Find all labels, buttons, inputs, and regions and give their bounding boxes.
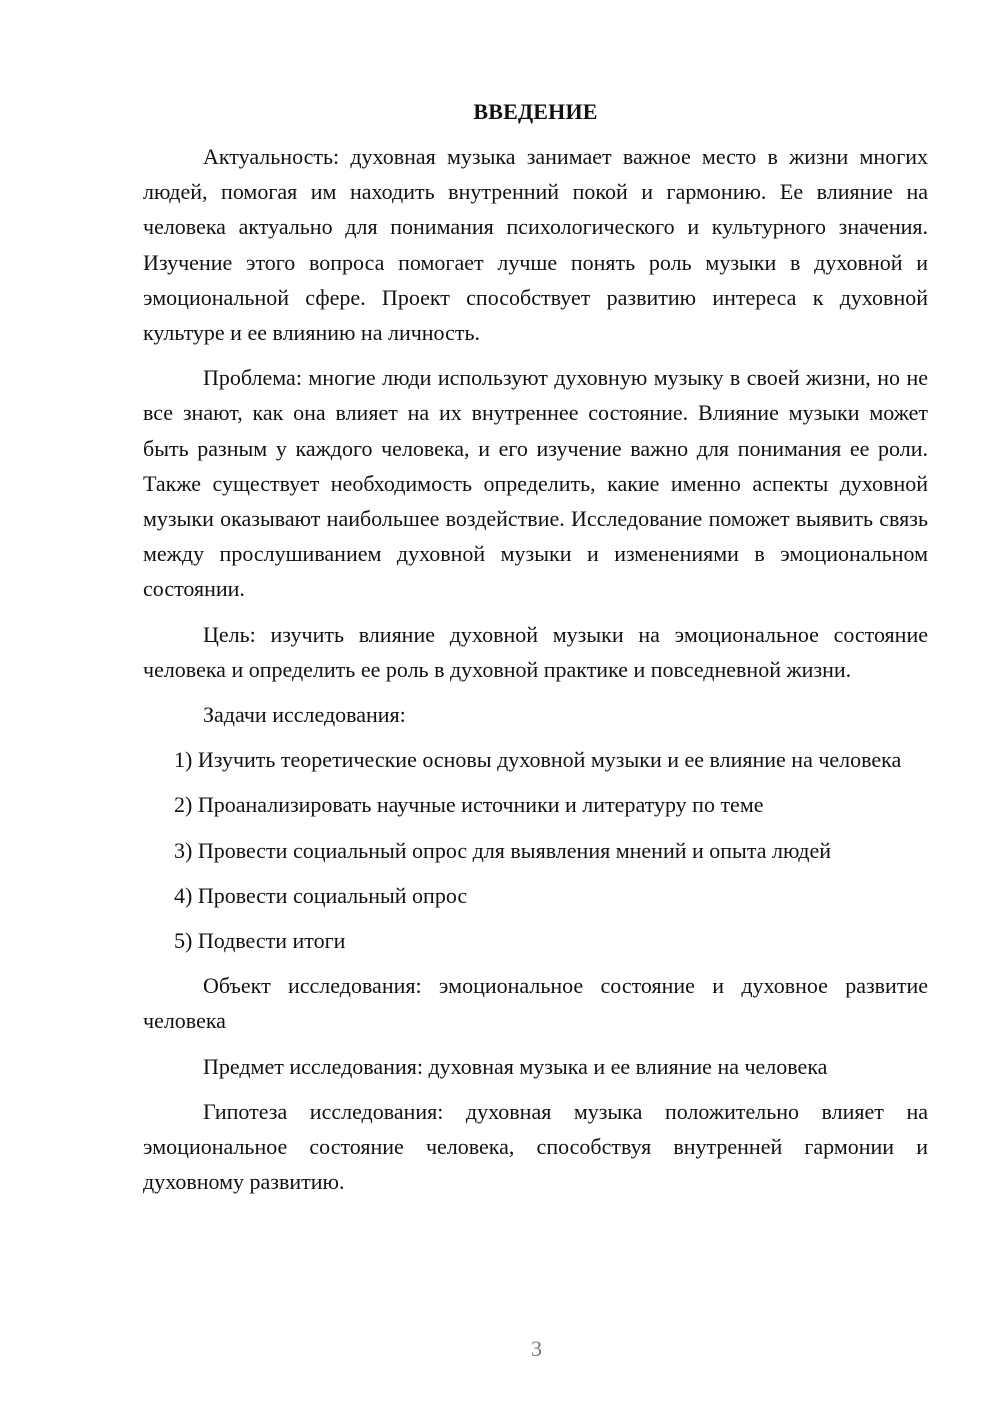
paragraph-problem: Проблема: многие люди используют духовную музыку в своей жизни, но не все знают, как она влияет на их внутреннее состояние. Влияние музыки может быть разным у каждого человека, и его изучение важно для понимания ее роли. Также существует необходимость определить, какие именно аспекты духовной музыки оказывают наибольшее воздействие. Исследование поможет выявить связь между прослушиванием духовной музыки и изменениями в эмоциональном состоянии. bbox=[143, 365, 928, 602]
task-item-3: 3) Провести социальный опрос для выявления мнений и опыта людей bbox=[174, 837, 832, 863]
task-item-5: 5) Подвести итоги bbox=[174, 928, 346, 954]
page-number: 3 bbox=[531, 1336, 542, 1361]
paragraph-goal: Цель: изучить влияние духовной музыки на эмоциональное состояние человека и определить ее роль в духовной практике и повседневной жизни. bbox=[143, 621, 928, 682]
task-item-2: 2) Проанализировать научные источники и литературу по теме bbox=[174, 792, 764, 818]
paragraph-hypothesis: Гипотеза исследования: духовная музыка положительно влияет на эмоциональное состояние человека, способствуя внутренней гармонии и духовному развитию. bbox=[143, 1098, 928, 1195]
page-content bbox=[143, 97, 928, 1199]
page-title: ВВЕДЕНИЕ bbox=[473, 99, 598, 124]
paragraph-relevance: Актуальность: духовная музыка занимает важное место в жизни многих людей, помогая им находить внутренний покой и гармонию. Ее влияние на человека актуально для понимания психологического и культурного значения. Изучение этого вопроса помогает лучше понять роль музыки в духовной и эмоциональной сфере. Проект способствует развитию интереса к духовной культуре и ее влиянию на личность. bbox=[143, 144, 928, 346]
task-item-1: 1) Изучить теоретические основы духовной музыки и ее влияние на человека bbox=[174, 747, 902, 773]
paragraph-object: Объект исследования: эмоциональное состояние и духовное развитие человека bbox=[143, 973, 928, 1034]
tasks-heading: Задачи исследования: bbox=[203, 702, 406, 728]
paragraph-subject: Предмет исследования: духовная музыка и ее влияние на человека bbox=[203, 1053, 828, 1079]
task-item-4: 4) Провести социальный опрос bbox=[174, 882, 468, 908]
